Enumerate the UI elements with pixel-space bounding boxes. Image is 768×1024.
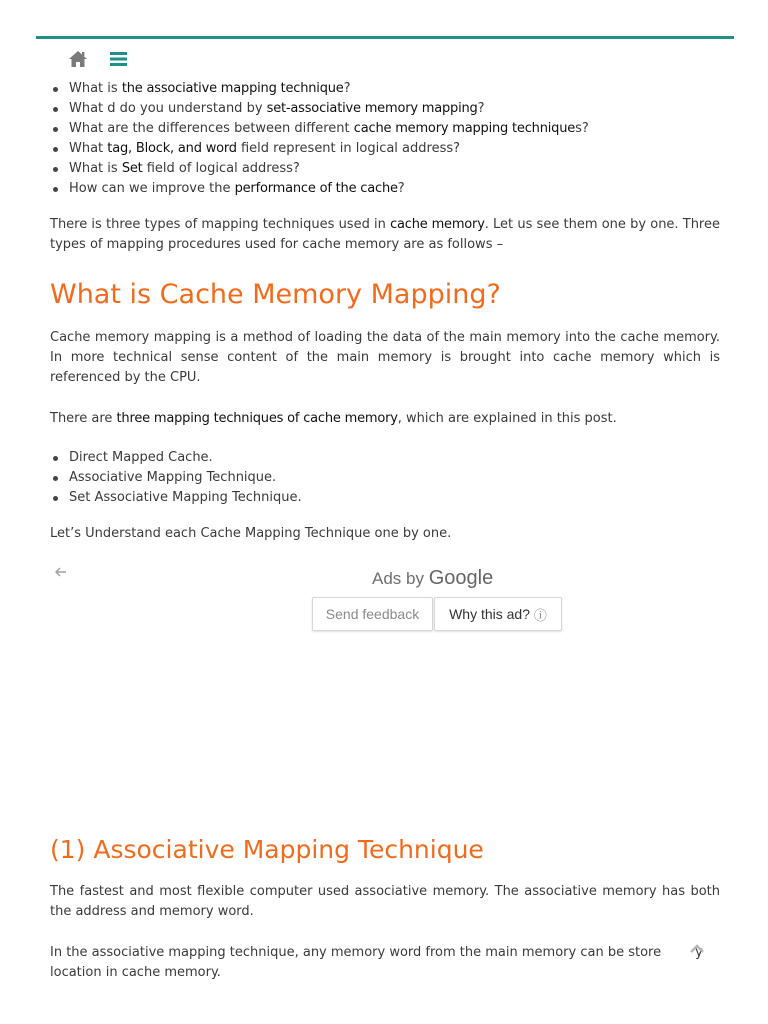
hamburger-menu-icon[interactable] [110,51,127,67]
definition-paragraph: Cache memory mapping is a method of loading the data of the main memory into the cache memory. In more technical sense content of the main memory is brought into cache memory which is referenced by the CPU. [50,330,720,385]
section-heading-associative: (1) Associative Mapping Technique [50,835,484,864]
top-nav [68,48,127,70]
scroll-to-top-icon[interactable] [686,938,708,960]
list-item: What d do you understand by set-associative memory mapping? [50,99,720,119]
section-heading-cache-mapping: What is Cache Memory Mapping? [50,279,501,310]
technique-list [50,448,720,508]
link-text[interactable]: tag, Block, and word [107,141,237,156]
list-item: Set Associative Mapping Technique. [50,488,720,508]
link-text[interactable]: Set [121,161,143,176]
list-item: How can we improve the performance of the cache? [50,179,720,199]
home-icon[interactable] [68,50,88,68]
ads-by-google-label: Ads by Google [372,567,494,589]
link-text[interactable]: cache memory [390,217,485,232]
list-item: Associative Mapping Technique. [50,468,720,488]
list-item: What are the differences between different cache memory mapping techniques? [50,119,720,139]
link-text[interactable]: cache memory mapping technique [353,121,576,136]
list-item: What is the associative mapping technique? [50,79,720,99]
info-icon: ⓘ [533,607,547,623]
techniques-intro-paragraph: There are three mapping techniques of cache memory, which are explained in this post. [50,411,617,426]
send-feedback-button[interactable]: Send feedback [312,597,433,631]
list-item: Direct Mapped Cache. [50,448,720,468]
list-item: What is Set field of logical address? [50,159,720,179]
associative-paragraph-2: In the associative mapping technique, any memory word from the main memory can be store y location in cache memory. [50,945,703,980]
link-text[interactable]: the associative mapping technique [121,81,344,96]
link-text[interactable]: three mapping techniques of cache memory [116,411,398,426]
link-text[interactable]: set-associative memory mapping [266,101,478,116]
google-logo: Google [428,567,494,589]
link-text[interactable]: performance of the cache [234,181,398,196]
back-arrow-icon[interactable] [55,565,67,581]
outro-paragraph: Let’s Understand each Cache Mapping Technique one by one. [50,526,452,541]
associative-paragraph-1: The fastest and most flexible computer used associative memory. The associative memory has both the address and memory word. [50,884,720,919]
list-item: What tag, Block, and word field represent in logical address? [50,139,720,159]
why-this-ad-button[interactable]: Why this ad? ⓘ [434,597,562,631]
intro-paragraph: There is three types of mapping techniques used in cache memory. Let us see them one by one. Three types of mapping procedures used for cache memory are as follows – [50,217,720,252]
question-list [50,79,720,199]
top-accent-bar [36,36,734,39]
